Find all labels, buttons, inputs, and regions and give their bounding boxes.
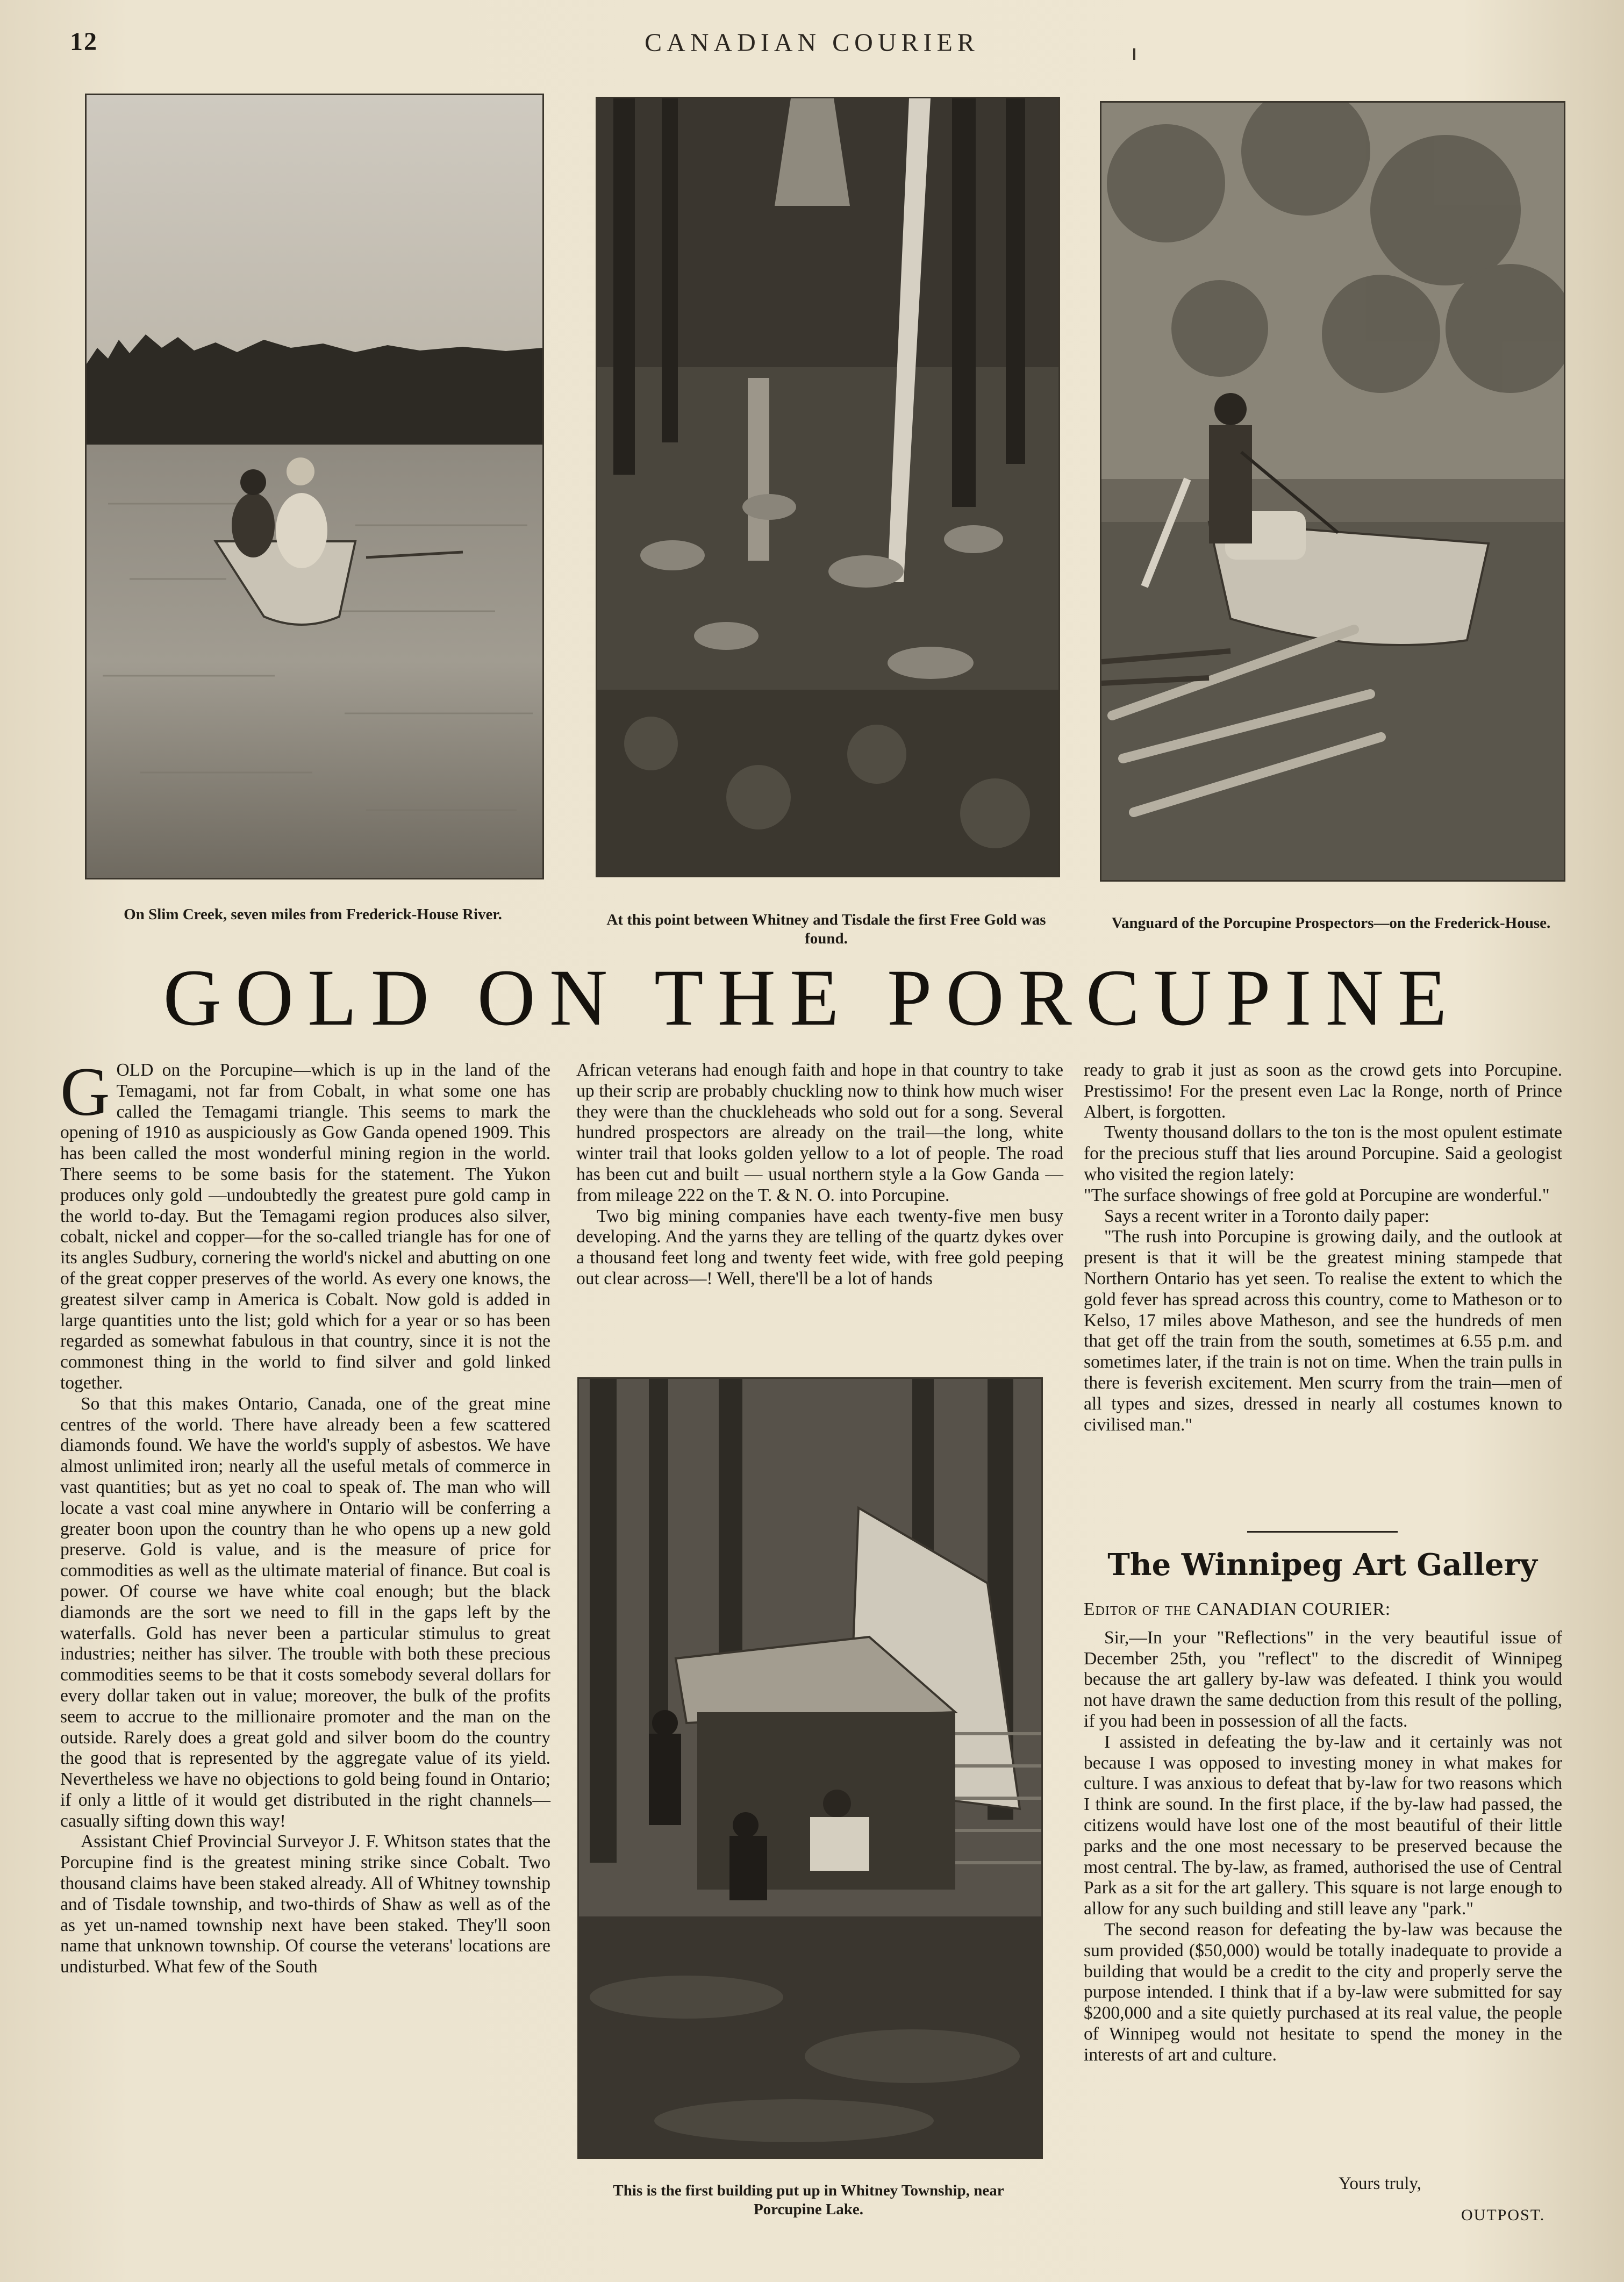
- article-paragraph: OLD on the Porcupine—which is up in the land of the Temagami, not far from Cobalt, in what some one has called the Temagami triangle. This seems to mark the opening of 1910 as auspiciously as Gow Ganda opened 1909. This has been called the most wonderful mining region in the world. There seems to be some basis for the statement. The Yukon produces only gold —undoubtedly the greatest pure gold camp in the world to-day. But the Temagami region produces also silver, cobalt, nickel and copper—for the so-called triangle has for one of its angles Sudbury, cornering the world's nickel and abutting on one of the great copper preserves of the world. As every one knows, the greatest silver camp in America is Cobalt. Now gold is added in large quantities unto the list; gold which for a year or so has been regarded as somewhat fabulous in that country, since it is not the commonest thing in the world to find silver and gold linked together.: [60, 1060, 550, 1393]
- letter-closing: Yours truly,: [1339, 2174, 1422, 2193]
- article-paragraph: ready to grab it just as soon as the crowd gets into Porcupine. Prestissimo! For the present even Lac la Ronge, north of Prince Albert, is forgotten.: [1084, 1060, 1562, 1122]
- article-column-2: [576, 1060, 1063, 1290]
- canoe-on-creek-photo: [85, 94, 544, 879]
- article-paragraph: "The rush into Porcupine is growing daily, and the outlook at present is that it will be the greatest mining stampede that Northern Ontario has yet seen. To realise the extent to which the gold fever has spread across this country, come to Matheson or to Kelso, 17 miles above Matheson, and see the hundreds of men that get off the train from the south, sometimes at 6.55 p.m. and sometimes later, if the train is not on time. When the train pulls in there is feverish excitement. Men scurry from the train—men of all types and sizes, dressed in nearly all costumes known to civilised man.": [1084, 1227, 1562, 1435]
- photo-caption: On Slim Creek, seven miles from Frederick-House River.: [124, 906, 502, 923]
- section-divider: [1247, 1531, 1398, 1533]
- article-column-1: [60, 1054, 550, 1978]
- article-paragraph: Twenty thousand dollars to the ton is the most opulent estimate for the precious stuff that lies around Porcupine. Said a geologist who visited the region lately:: [1084, 1122, 1562, 1184]
- letter-paragraph: I assisted in defeating the by-law and it certainly was not because I was opposed to investing money in what makes for culture. I was anxious to defeat that by-law for two reasons which I think are sound. In the first place, if the by-law had passed, the citizens would have lost one of the most beautiful of their little parks and the one most necessary to be preserved because the most central. The by-law, as framed, authorised the use of Central Park as a sit for the art gallery. This square is not large enough to allow for any such building and still leave any "park.": [1084, 1732, 1562, 1919]
- article-paragraph: Says a recent writer in a Toronto daily paper:: [1104, 1206, 1429, 1226]
- letter-paragraph: Sir,—In your "Reflections" in the very beautiful issue of December 25th, you "reflect" to the discredit of Winnipeg because the art gallery by-law was defeated. I think you would not have drawn the same deduction from this result of the polling, if you had been in possession of all the facts.: [1084, 1627, 1562, 1731]
- letter-paragraph: The second reason for defeating the by-law was because the sum provided ($50,000) would be totally inadequate to provide a building that would be a credit to the city and properly serve the purpose intended. I think that if a by-law were submitted for say $200,000 and a site quietly purchased at its real value, the people of Winnipeg would not hesitate to spend the money in the interests of art and culture.: [1084, 1919, 1562, 2065]
- article-paragraph: So that this makes Ontario, Canada, one of the great mine centres of the world. There have already been a few scattered diamonds found. We have the world's supply of asbestos. We have almost unlimited iron; nearly all the useful metals of commerce in vast quantities; but as yet no coal to speak of. The man who will locate a vast coal mine anywhere in Ontario will be conferring a greater boon upon the country than he who opens up a new gold preserve. Gold is value, and is the measure of price for commodities as well as the ultimate material of finance. But coal is power. Of course we have white coal enough; but the black diamonds are the sort we need to fill in the gaps left by the waterfalls. Gold has never been a particular stimulus to great industries; neither has silver. The trouble with both these precious commodities seems to be that it costs somebody several dollars for every dollar taken out in value; moreover, the bulk of the profits seem to accrue to the millionaire promoter and the man on the outside. Rarely does a great gold and silver boom do the country the good that is represented by the aggregate value of its yield. Nevertheless we have no objections to gold being found in Ontario; if only a little of it would get distributed in the right channels—casually sifting down this way!: [60, 1393, 550, 1831]
- article-paragraph: "The surface showings of free gold at Porcupine are wonderful.": [1084, 1185, 1550, 1205]
- letter-salutation: Editor of the CANADIAN COURIER:: [1084, 1599, 1391, 1619]
- article-column-3: [1084, 1060, 1562, 1435]
- drop-cap: G: [60, 1054, 110, 1130]
- letter-signature: OUTPOST.: [1461, 2206, 1546, 2224]
- letter-body: [1084, 1599, 1562, 2066]
- article-paragraph: Assistant Chief Provincial Surveyor J. F. Whitson states that the Porcupine find is the greatest mining strike since Cobalt. Two thousand claims have been staked already. All of Whitney township and of Tisdale township, and two-thirds of Shaw as well as of the as yet un-named township next have been staked. They'll soon name that unknown township. Of course the veterans' locations are undisturbed. What few of the South: [60, 1832, 550, 1977]
- page-number: 12: [70, 27, 98, 56]
- article-paragraph: Two big mining companies have each twenty-five men busy developing. And the yarns they are telling of the quartz dykes over a thousand feet long and twenty feet wide, with free gold peeping out clear across—! Well, there'll be a lot of hands: [576, 1206, 1063, 1289]
- prospector-canoe-photo: [1100, 101, 1565, 882]
- running-header: CANADIAN COURIER: [645, 28, 979, 57]
- printer-mark: [1133, 48, 1135, 60]
- log-cabin-photo: [577, 1377, 1043, 2159]
- article-headline: GOLD ON THE PORCUPINE: [163, 953, 1461, 1042]
- photo-caption: At this point between Whitney and Tisdale the first Free Gold was found.: [606, 911, 1046, 947]
- article-paragraph: African veterans had enough faith and hope in that country to take up their scrip are probably chuckling now to think how much wiser they were than the chuckleheads who sold out for a song. Several hundred prospectors are already on the trail—the long, white winter trail that looks golden yellow to a lot of people. The road has been cut and built — usual northern style a la Gow Ganda — from mileage 222 on the T. & N. O. into Porcupine.: [576, 1060, 1063, 1205]
- photo-caption: This is the first building put up in Whitney Township, near Porcupine Lake.: [613, 2182, 1004, 2218]
- forest-clearing-photo: [596, 97, 1060, 877]
- letter-title: The Winnipeg Art Gallery: [1107, 1547, 1537, 1583]
- photo-caption: Vanguard of the Porcupine Prospectors—on the Frederick-House.: [1111, 914, 1551, 932]
